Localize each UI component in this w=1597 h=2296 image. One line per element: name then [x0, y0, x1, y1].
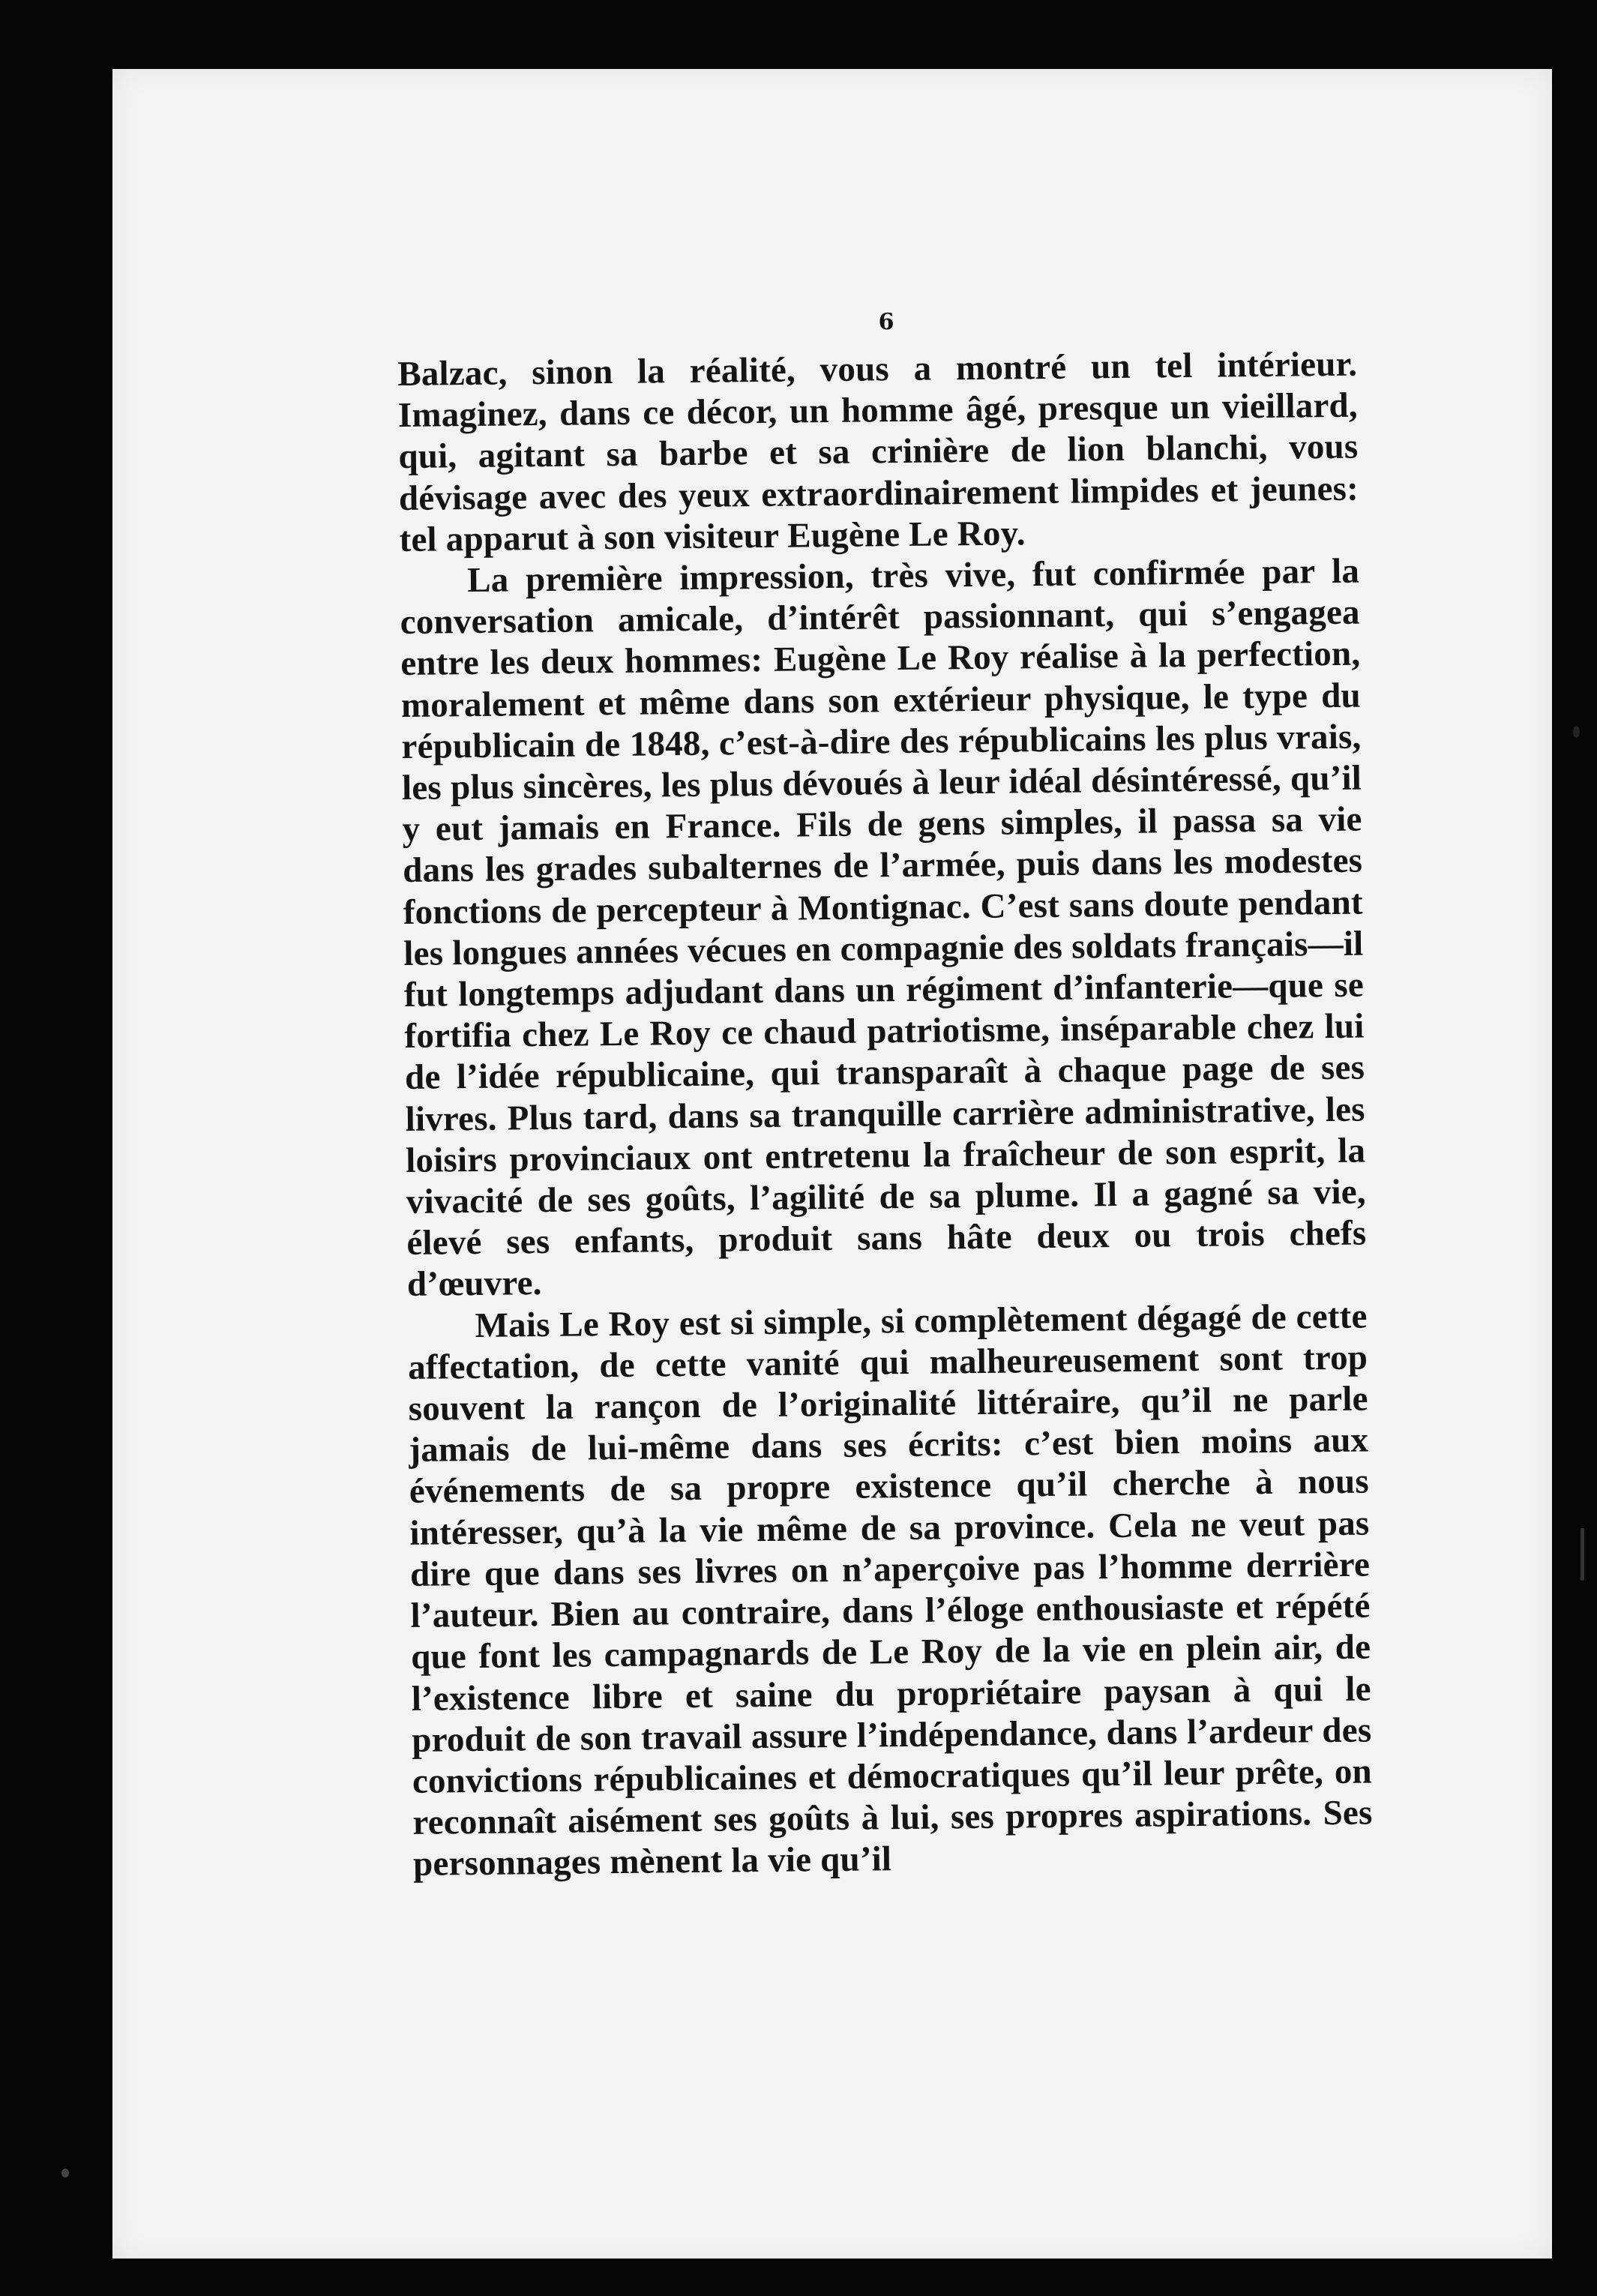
page-number: 6: [878, 309, 894, 335]
body-text: [397, 344, 1373, 1886]
paragraph-2: La première impression, très vive, fut confirmée par la conversation amicale, d’intérêt passionnant, qui s’engagea entre les deux hommes: Eugène Le Roy réalise à la perfection, moralement et même dans son extérieur physique, le type du républicain de 1848, c’est-à-dire des républicains les plus vrais, les plus sincères, les plus dévoués à leur idéal désintéressé, qu’il y eut jamais en France. Fils de gens simples, il passa sa vie dans les grades subalternes de l’armée, puis dans les modestes fonctions de percepteur à Montignac. C’est sans doute pendant les longues années vécues en compagnie des soldats français—il fut longtemps adjudant dans un régiment d’infanterie—que se fortifia chez Le Roy ce chaud patriotisme, inséparable chez lui de l’idée républicaine, qui transparaît à chaque page de ses livres. Plus tard, dans sa tranquille carrière administrative, les loisirs provinciaux ont entretenu la fraîcheur de son esprit, la vivacité de ses goûts, l’agilité de sa plume. Il a gagné sa vie, élevé ses enfants, produit sans hâte deux ou trois chefs d’œuvre.: [400, 551, 1367, 1305]
scan-speck: [61, 2169, 69, 2178]
paragraph-3: Mais Le Roy est si simple, si complètement dégagé de cette affectation, de cette vanité qui malheureusement sont trop souvent la rançon de l’originalité littéraire, qu’il ne parle jamais de lui-même dans ses écrits: c’est bien moins aux événements de sa propre existence qu’il cherche à nous intéresser, qu’à la vie même de sa province. Cela ne veut pas dire que dans ses livres on n’aperçoive pas l’homme derrière l’auteur. Bien au contraire, dans l’éloge enthousiaste et répété que font les campagnards de Le Roy de la vie en plein air, de l’existence libre et saine du propriétaire paysan à qui le produit de son travail assure l’indépendance, dans l’ardeur des convictions républicaines et démocratiques qu’il leur prête, on reconnaît aisément ses goûts à lui, ses propres aspirations. Ses personnages mènent la vie qu’il: [407, 1296, 1373, 1884]
scan-speck: [1573, 726, 1580, 738]
paragraph-1: Balzac, sinon la réalité, vous a montré un tel intérieur. Imaginez, dans ce décor, un homme âgé, presque un vieillard, qui, agitant sa barbe et sa crinière de lion blanchi, vous dévisage avec des yeux extraordinairement limpides et jeunes: tel apparut à son visiteur Eugène Le Roy.: [397, 344, 1359, 559]
scan-speck: [1581, 1528, 1584, 1581]
